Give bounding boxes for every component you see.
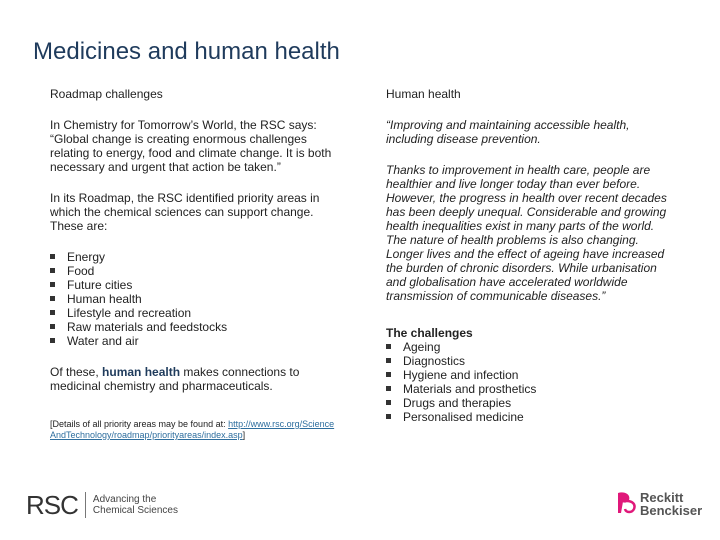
human-health-highlight: human health [102,365,181,379]
reckitt-benckiser-wordmark: Reckitt Benckiser [640,490,703,518]
list-item: Future cities [50,278,340,292]
bullet-icon [50,296,55,301]
reckitt-benckiser-mark-icon [615,491,637,515]
bullet-icon [386,400,391,405]
rsc-quote: In Chemistry for Tomorrow’s World, the RSC says: “Global change is creating enormous challenges relating to energy, food and climate change. It is both necessary and urgent that action be taken.” [50,118,332,174]
human-health-note: Of these, human health makes connections to medicinal chemistry and pharmaceuticals. [50,365,300,393]
list-item: Materials and prosthetics [386,382,676,396]
page-title: Medicines and human health [33,38,340,65]
health-quote-definition: “Improving and maintaining accessible health, including disease prevention. [386,118,630,146]
list-item: Hygiene and infection [386,368,676,382]
reckitt-benckiser-logo [615,491,702,517]
list-item: Food [50,264,340,278]
list-item: Raw materials and feedstocks [50,320,340,334]
bullet-icon [386,344,391,349]
challenges-list [386,340,676,424]
challenges-label: The challenges [386,326,473,340]
left-column [50,87,340,441]
roadmap-intro: In its Roadmap, the RSC identified priority areas in which the chemical sciences can support change. These are: [50,191,320,233]
bullet-icon [50,268,55,273]
bullet-icon [50,310,55,315]
human-health-heading: Human health [386,87,461,101]
list-item: Personalised medicine [386,410,676,424]
rsc-logo [26,492,178,518]
bullet-icon [50,254,55,259]
bullet-icon [50,282,55,287]
right-column [386,87,676,424]
details-note: [Details of all priority areas may be found at: http://www.rsc.org/ScienceAndTechnology/roadmap/priorityareas/index.asp] [50,419,335,440]
health-quote-body: Thanks to improvement in health care, people are healthier and live longer today than ever before. However, the progress in health over recent decades has been deeply unequal. Considerable and growing health inequalities exist in many parts of the world. The nature of health problems is also changing. Longer lives and the effect of ageing have increased the burden of chronic disorders. While urbanisation and globalisation have accelerated worldwide transmission of communicable diseases.” [386,163,667,303]
priority-areas-list [50,250,340,348]
rsc-logo-tagline: Advancing the Chemical Sciences [92,494,178,516]
list-item: Energy [50,250,340,264]
bullet-icon [386,372,391,377]
roadmap-heading: Roadmap challenges [50,87,163,101]
priority-areas-link[interactable]: http://www.rsc.org/ScienceAndTechnology/roadmap/priorityareas/index.asp [50,419,335,440]
list-item: Diagnostics [386,354,676,368]
bullet-icon [386,386,391,391]
bullet-icon [50,338,55,343]
list-item: Lifestyle and recreation [50,306,340,320]
bullet-icon [386,358,391,363]
bullet-icon [386,414,391,419]
bullet-icon [50,324,55,329]
list-item: Water and air [50,334,340,348]
rsc-logo-letters: RSC [26,492,86,518]
list-item: Ageing [386,340,676,354]
list-item: Human health [50,292,340,306]
list-item: Drugs and therapies [386,396,676,410]
